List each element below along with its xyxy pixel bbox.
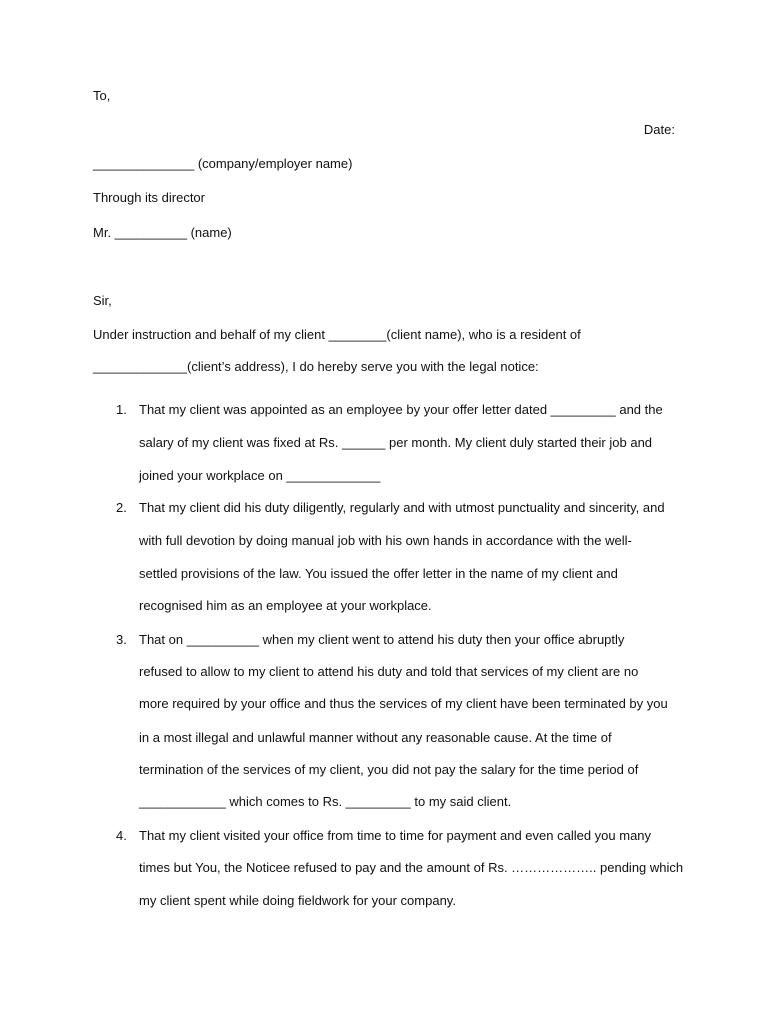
list-item-line: with full devotion by doing manual job with his own hands in accordance with the well- <box>139 533 632 548</box>
list-item-line: refused to allow to my client to attend his duty and told that services of my client are no <box>139 664 639 679</box>
through-line: Through its director <box>93 190 205 205</box>
list-item-line: joined your workplace on _____________ <box>139 468 381 483</box>
list-item-line: in a most illegal and unlawful manner without any reasonable cause. At the time of <box>139 730 612 745</box>
to-line: To, <box>93 88 111 103</box>
list-item-line: salary of my client was fixed at Rs. ______ per month. My client duly started their job and <box>139 435 653 450</box>
date-label: Date: <box>643 122 675 137</box>
company-line: ______________ (company/employer name) <box>93 156 353 171</box>
list-item-number: 1. <box>116 402 127 417</box>
list-item-line: That my client visited your office from time to time for payment and even called you many <box>139 828 652 843</box>
list-item-line: termination of the services of my client, you did not pay the salary for the time period of <box>139 762 639 777</box>
list-item-line: recognised him as an employee at your workplace. <box>139 598 432 613</box>
list-item-line: That my client did his duty diligently, regularly and with utmost punctuality and sincerity, and <box>139 500 665 515</box>
intro-line-1: Under instruction and behalf of my client ________(client name), who is a resident of <box>93 327 581 342</box>
list-item-number: 3. <box>116 632 127 647</box>
list-item-number: 4. <box>116 828 127 843</box>
list-item-line: more required by your office and thus the services of my client have been terminated by you <box>139 696 668 711</box>
list-item-line: ____________ which comes to Rs. _________ to my said client. <box>139 794 512 809</box>
director-name-line: Mr. __________ (name) <box>93 225 232 240</box>
list-item-line: That my client was appointed as an employee by your offer letter dated _________ and the <box>139 402 663 417</box>
list-item-line: my client spent while doing fieldwork for your company. <box>139 893 456 908</box>
list-item-line: times but You, the Noticee refused to pay and the amount of Rs. ……………….. pending which <box>139 860 684 875</box>
intro-line-2: _____________(client’s address), I do hereby serve you with the legal notice: <box>93 359 539 374</box>
list-item-line: settled provisions of the law. You issued the offer letter in the name of my client and <box>139 566 618 581</box>
list-item-line: That on __________ when my client went to attend his duty then your office abruptly <box>139 632 625 647</box>
list-item-number: 2. <box>116 500 127 515</box>
salutation: Sir, <box>93 293 112 308</box>
